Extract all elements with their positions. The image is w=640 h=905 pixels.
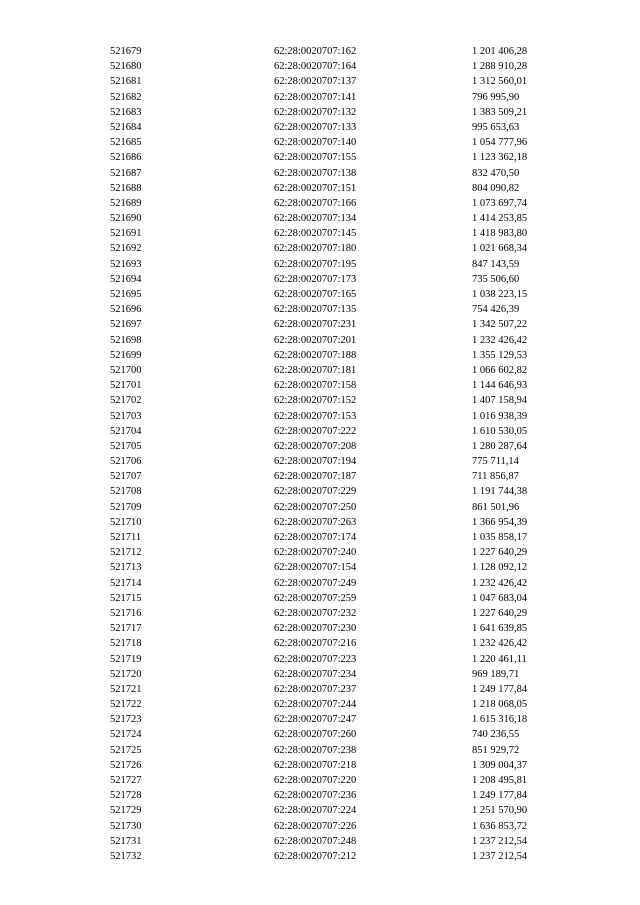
table-row — [0, 120, 640, 135]
record-number-cell: 521702 — [110, 395, 142, 407]
table-row — [0, 59, 640, 74]
table-row — [0, 333, 640, 348]
cadastral-number-cell: 62:28:0020707:244 — [274, 699, 357, 711]
cadastral-value-cell: 735 506,60 — [472, 273, 520, 285]
cadastral-value-cell: 1 128 092,12 — [472, 562, 528, 574]
cadastral-value-cell: 1 237 212,54 — [472, 835, 528, 847]
cadastral-value-cell: 1 237 212,54 — [472, 850, 528, 862]
record-number-cell: 521714 — [110, 577, 142, 589]
record-number-cell: 521715 — [110, 592, 142, 604]
cadastral-number-cell: 62:28:0020707:181 — [274, 364, 357, 376]
table-row — [0, 576, 640, 591]
table-row — [0, 727, 640, 742]
cadastral-value-cell: 1 418 983,80 — [472, 228, 528, 240]
table-row — [0, 484, 640, 499]
table-row — [0, 348, 640, 363]
record-number-cell: 521695 — [110, 289, 142, 300]
table-row — [0, 196, 640, 211]
record-number-cell: 521692 — [110, 243, 142, 255]
cadastral-value-cell: 1 208 495,81 — [472, 775, 528, 786]
table-row — [0, 181, 640, 196]
cadastral-number-cell: 62:28:0020707:135 — [274, 304, 357, 316]
table-row — [0, 105, 640, 120]
cadastral-value-cell: 969 189,71 — [472, 668, 520, 680]
table-row — [0, 636, 640, 651]
record-number-cell: 521717 — [110, 623, 142, 635]
record-number-cell: 521727 — [110, 775, 142, 786]
cadastral-number-cell: 62:28:0020707:173 — [274, 273, 357, 285]
cadastral-number-cell: 62:28:0020707:248 — [274, 835, 357, 847]
cadastral-number-cell: 62:28:0020707:152 — [274, 395, 357, 407]
cadastral-number-cell: 62:28:0020707:195 — [274, 258, 357, 270]
record-number-cell: 521700 — [110, 364, 142, 376]
record-number-cell: 521681 — [110, 76, 142, 88]
cadastral-value-cell: 1 407 158,94 — [472, 395, 528, 407]
table-row — [0, 211, 640, 226]
cadastral-number-cell: 62:28:0020707:153 — [274, 410, 357, 422]
cadastral-value-cell: 1 035 858,17 — [472, 532, 528, 543]
cadastral-number-cell: 62:28:0020707:220 — [274, 775, 357, 786]
cadastral-value-cell: 1 366 954,39 — [472, 516, 528, 528]
record-number-cell: 521706 — [110, 456, 142, 468]
cadastral-value-cell: 851 929,72 — [472, 744, 520, 756]
cadastral-value-cell: 1 016 938,39 — [472, 410, 528, 422]
table-row — [0, 272, 640, 287]
table-row — [0, 378, 640, 393]
record-number-cell: 521697 — [110, 319, 142, 331]
table-row — [0, 803, 640, 818]
table-row — [0, 682, 640, 697]
cadastral-value-cell: 711 856,87 — [472, 471, 519, 483]
cadastral-number-cell: 62:28:0020707:137 — [274, 76, 357, 88]
cadastral-value-cell: 995 653,63 — [472, 121, 520, 133]
cadastral-value-cell: 804 090,82 — [472, 182, 520, 194]
cadastral-number-cell: 62:28:0020707:222 — [274, 425, 357, 437]
table-row — [0, 621, 640, 636]
cadastral-value-cell: 1 636 853,72 — [472, 820, 528, 832]
cadastral-number-cell: 62:28:0020707:201 — [274, 334, 357, 346]
table-row — [0, 560, 640, 575]
table-row — [0, 44, 640, 59]
record-number-cell: 521722 — [110, 699, 142, 711]
record-number-cell: 521720 — [110, 668, 142, 680]
cadastral-number-cell: 62:28:0020707:134 — [274, 213, 357, 225]
cadastral-number-cell: 62:28:0020707:141 — [274, 91, 357, 103]
record-number-cell: 521689 — [110, 197, 142, 209]
table-row — [0, 500, 640, 515]
record-number-cell: 521713 — [110, 562, 142, 574]
table-row — [0, 257, 640, 272]
table-row — [0, 90, 640, 105]
table-row — [0, 241, 640, 256]
table-row — [0, 469, 640, 484]
table-row — [0, 424, 640, 439]
cadastral-number-cell: 62:28:0020707:247 — [274, 714, 357, 726]
table-row — [0, 302, 640, 317]
table-row — [0, 743, 640, 758]
table-row — [0, 788, 640, 803]
record-number-cell: 521682 — [110, 91, 142, 103]
cadastral-value-cell: 1 232 426,42 — [472, 638, 528, 650]
cadastral-number-cell: 62:28:0020707:174 — [274, 532, 357, 543]
cadastral-value-table — [0, 44, 640, 864]
cadastral-number-cell: 62:28:0020707:155 — [274, 152, 357, 164]
table-row — [0, 773, 640, 788]
cadastral-number-cell: 62:28:0020707:208 — [274, 440, 357, 452]
record-number-cell: 521687 — [110, 167, 142, 179]
cadastral-number-cell: 62:28:0020707:250 — [274, 501, 357, 513]
cadastral-number-cell: 62:28:0020707:249 — [274, 577, 357, 589]
cadastral-value-cell: 1 218 068,05 — [472, 699, 528, 711]
record-number-cell: 521721 — [110, 683, 142, 695]
cadastral-value-cell: 1 047 683,04 — [472, 592, 528, 604]
record-number-cell: 521731 — [110, 835, 142, 847]
record-number-cell: 521709 — [110, 501, 142, 513]
record-number-cell: 521699 — [110, 349, 142, 361]
record-number-cell: 521685 — [110, 137, 142, 149]
record-number-cell: 521732 — [110, 850, 142, 862]
cadastral-number-cell: 62:28:0020707:180 — [274, 243, 357, 255]
cadastral-number-cell: 62:28:0020707:236 — [274, 790, 357, 802]
record-number-cell: 521679 — [110, 46, 142, 57]
table-row — [0, 515, 640, 530]
cadastral-value-cell: 847 143,59 — [472, 258, 520, 270]
cadastral-value-cell: 1 227 640,29 — [472, 547, 528, 559]
table-row — [0, 317, 640, 332]
table-row — [0, 74, 640, 89]
cadastral-number-cell: 62:28:0020707:145 — [274, 228, 357, 240]
record-number-cell: 521684 — [110, 121, 142, 133]
cadastral-value-cell: 1 191 744,38 — [472, 486, 528, 498]
cadastral-number-cell: 62:28:0020707:224 — [274, 805, 357, 817]
record-number-cell: 521690 — [110, 213, 142, 225]
cadastral-value-cell: 1 288 910,28 — [472, 61, 528, 73]
record-number-cell: 521730 — [110, 820, 142, 832]
cadastral-value-cell: 1 251 570,90 — [472, 805, 528, 817]
record-number-cell: 521680 — [110, 61, 142, 73]
cadastral-value-cell: 1 220 461,11 — [472, 653, 527, 665]
cadastral-value-cell: 1 312 560,01 — [472, 76, 528, 88]
cadastral-number-cell: 62:28:0020707:162 — [274, 46, 357, 57]
table-row — [0, 226, 640, 241]
record-number-cell: 521719 — [110, 653, 142, 665]
record-number-cell: 521686 — [110, 152, 142, 164]
record-number-cell: 521711 — [110, 532, 142, 543]
record-number-cell: 521698 — [110, 334, 142, 346]
cadastral-value-cell: 1 383 509,21 — [472, 106, 528, 118]
record-number-cell: 521691 — [110, 228, 142, 240]
cadastral-number-cell: 62:28:0020707:238 — [274, 744, 357, 756]
cadastral-number-cell: 62:28:0020707:158 — [274, 380, 357, 392]
table-row — [0, 758, 640, 773]
record-number-cell: 521707 — [110, 471, 142, 483]
table-row — [0, 834, 640, 849]
cadastral-value-cell: 1 610 530,05 — [472, 425, 528, 437]
cadastral-number-cell: 62:28:0020707:232 — [274, 607, 357, 619]
table-row — [0, 667, 640, 682]
record-number-cell: 521688 — [110, 182, 142, 194]
cadastral-number-cell: 62:28:0020707:151 — [274, 182, 357, 194]
table-row — [0, 819, 640, 834]
cadastral-value-cell: 1 641 639,85 — [472, 623, 528, 635]
record-number-cell: 521683 — [110, 106, 142, 118]
cadastral-value-cell: 1 309 004,37 — [472, 759, 528, 771]
cadastral-number-cell: 62:28:0020707:216 — [274, 638, 357, 650]
cadastral-number-cell: 62:28:0020707:229 — [274, 486, 357, 498]
record-number-cell: 521705 — [110, 440, 142, 452]
record-number-cell: 521694 — [110, 273, 142, 285]
cadastral-value-cell: 1 066 602,82 — [472, 364, 528, 376]
cadastral-value-cell: 1 249 177,84 — [472, 790, 528, 802]
cadastral-number-cell: 62:28:0020707:260 — [274, 729, 357, 741]
cadastral-number-cell: 62:28:0020707:234 — [274, 668, 357, 680]
cadastral-value-cell: 1 038 223,15 — [472, 289, 528, 300]
cadastral-value-cell: 1 227 640,29 — [472, 607, 528, 619]
cadastral-value-cell: 861 501,96 — [472, 501, 520, 513]
table-row — [0, 545, 640, 560]
table-row — [0, 712, 640, 727]
cadastral-value-cell: 754 426,39 — [472, 304, 520, 316]
cadastral-number-cell: 62:28:0020707:230 — [274, 623, 357, 635]
cadastral-value-cell: 1 073 697,74 — [472, 197, 528, 209]
record-number-cell: 521693 — [110, 258, 142, 270]
table-row — [0, 652, 640, 667]
cadastral-number-cell: 62:28:0020707:133 — [274, 121, 357, 133]
cadastral-value-cell: 796 995,90 — [472, 91, 520, 103]
cadastral-number-cell: 62:28:0020707:218 — [274, 759, 357, 771]
cadastral-value-cell: 1 414 253,85 — [472, 213, 528, 225]
cadastral-number-cell: 62:28:0020707:212 — [274, 850, 357, 862]
cadastral-number-cell: 62:28:0020707:223 — [274, 653, 357, 665]
record-number-cell: 521716 — [110, 607, 142, 619]
cadastral-value-cell: 1 355 129,53 — [472, 349, 528, 361]
cadastral-number-cell: 62:28:0020707:259 — [274, 592, 357, 604]
record-number-cell: 521704 — [110, 425, 142, 437]
cadastral-number-cell: 62:28:0020707:164 — [274, 61, 357, 73]
cadastral-number-cell: 62:28:0020707:138 — [274, 167, 357, 179]
cadastral-value-cell: 1 123 362,18 — [472, 152, 528, 164]
table-row — [0, 150, 640, 165]
cadastral-number-cell: 62:28:0020707:165 — [274, 289, 357, 300]
table-row — [0, 363, 640, 378]
record-number-cell: 521701 — [110, 380, 142, 392]
cadastral-value-cell: 1 342 507,22 — [472, 319, 528, 331]
cadastral-number-cell: 62:28:0020707:226 — [274, 820, 357, 832]
record-number-cell: 521724 — [110, 729, 142, 741]
record-number-cell: 521696 — [110, 304, 142, 316]
record-number-cell: 521718 — [110, 638, 142, 650]
record-number-cell: 521708 — [110, 486, 142, 498]
cadastral-value-cell: 1 021 668,34 — [472, 243, 528, 255]
table-row — [0, 849, 640, 864]
record-number-cell: 521729 — [110, 805, 142, 817]
cadastral-number-cell: 62:28:0020707:263 — [274, 516, 357, 528]
table-row — [0, 591, 640, 606]
cadastral-number-cell: 62:28:0020707:154 — [274, 562, 357, 574]
cadastral-number-cell: 62:28:0020707:194 — [274, 456, 357, 468]
cadastral-number-cell: 62:28:0020707:231 — [274, 319, 357, 331]
cadastral-number-cell: 62:28:0020707:132 — [274, 106, 357, 118]
table-row — [0, 287, 640, 302]
cadastral-value-cell: 832 470,50 — [472, 167, 520, 179]
record-number-cell: 521723 — [110, 714, 142, 726]
cadastral-number-cell: 62:28:0020707:240 — [274, 547, 357, 559]
cadastral-value-cell: 740 236,55 — [472, 729, 520, 741]
cadastral-number-cell: 62:28:0020707:188 — [274, 349, 357, 361]
cadastral-value-cell: 1 232 426,42 — [472, 334, 528, 346]
table-row — [0, 530, 640, 545]
record-number-cell: 521710 — [110, 516, 142, 528]
cadastral-value-cell: 1 249 177,84 — [472, 683, 528, 695]
table-row — [0, 393, 640, 408]
table-row — [0, 606, 640, 621]
table-row — [0, 454, 640, 469]
table-row — [0, 439, 640, 454]
cadastral-number-cell: 62:28:0020707:140 — [274, 137, 357, 149]
cadastral-number-cell: 62:28:0020707:237 — [274, 683, 357, 695]
cadastral-value-cell: 1 232 426,42 — [472, 577, 528, 589]
cadastral-value-cell: 1 144 646,93 — [472, 380, 528, 392]
table-row — [0, 409, 640, 424]
record-number-cell: 521726 — [110, 759, 142, 771]
cadastral-value-cell: 775 711,14 — [472, 456, 519, 468]
cadastral-value-cell: 1 615 316,18 — [472, 714, 528, 726]
table-row — [0, 135, 640, 150]
record-number-cell: 521712 — [110, 547, 142, 559]
cadastral-value-cell: 1 201 406,28 — [472, 46, 528, 57]
record-number-cell: 521728 — [110, 790, 142, 802]
cadastral-number-cell: 62:28:0020707:166 — [274, 197, 357, 209]
record-number-cell: 521725 — [110, 744, 142, 756]
cadastral-value-cell: 1 280 287,64 — [472, 440, 528, 452]
table-row — [0, 166, 640, 181]
table-row — [0, 697, 640, 712]
cadastral-number-cell: 62:28:0020707:187 — [274, 471, 357, 483]
record-number-cell: 521703 — [110, 410, 142, 422]
cadastral-value-cell: 1 054 777,96 — [472, 137, 528, 149]
